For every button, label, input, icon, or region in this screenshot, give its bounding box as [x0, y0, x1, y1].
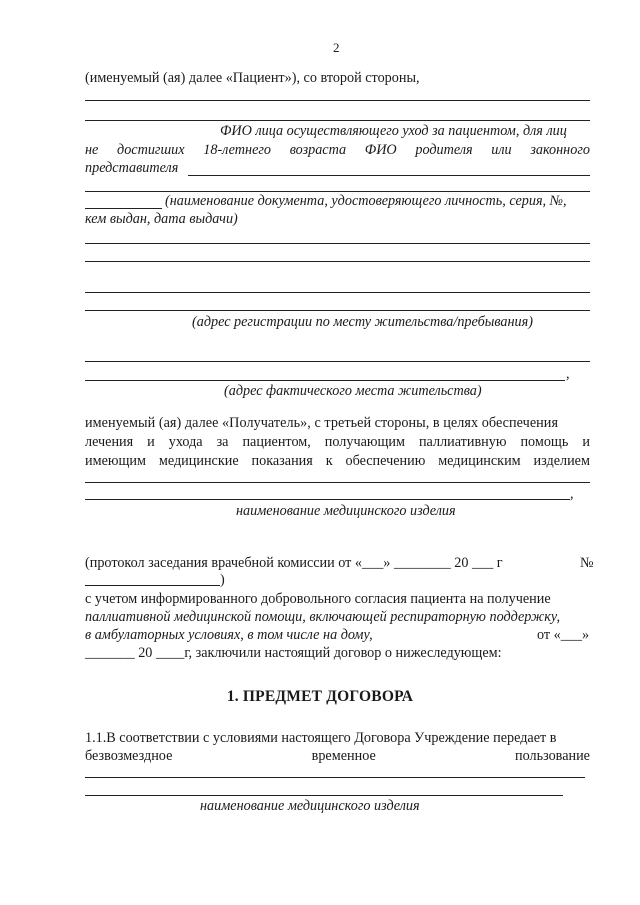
device-label: наименование медицинского изделия — [236, 503, 456, 519]
word: ФИО — [364, 142, 397, 158]
blank-line — [85, 795, 563, 796]
consent-line2: паллиативной медицинской помощи, включающей респираторную поддержку, — [85, 609, 561, 625]
blank-line — [85, 261, 590, 262]
word: лечения — [85, 434, 134, 450]
word: получающим — [324, 434, 405, 450]
section-title: 1. ПРЕДМЕТ ДОГОВОРА — [226, 688, 414, 705]
word: помощь — [520, 434, 569, 450]
word: показания — [251, 453, 313, 469]
word: временное — [311, 748, 376, 764]
consent-line3: в амбулаторных условиях, в том числе на дому, — [85, 627, 373, 643]
caregiver-label-line3: представителя — [85, 160, 179, 176]
word: к — [325, 453, 333, 469]
patient-intro-text: (именуемый (ая) далее «Пациент»), со второй стороны, — [85, 70, 420, 86]
word: не — [85, 142, 99, 158]
word: пациентом, — [242, 434, 311, 450]
actual-address-label: (адрес фактического места жительства) — [224, 383, 482, 399]
blank-line — [85, 120, 590, 121]
id-document-label-line2: кем выдан, дата выдачи) — [85, 211, 238, 227]
blank-line — [85, 292, 590, 293]
word: изделием — [533, 453, 590, 469]
word: и — [147, 434, 155, 450]
number-sign: № — [580, 555, 594, 571]
recipient-line2 — [85, 434, 590, 451]
word: медицинским — [438, 453, 521, 469]
word: пользование — [515, 748, 590, 764]
id-document-label-line1: (наименование документа, удостоверяющего личность, серия, №, — [165, 193, 567, 209]
blank-line — [85, 243, 590, 244]
comma: , — [570, 486, 574, 502]
comma: , — [566, 366, 570, 382]
word: возраста — [289, 142, 347, 158]
consent-line1: с учетом информированного добровольного согласия пациента на получение — [85, 591, 551, 607]
registration-address-label: (адрес регистрации по месту жительства/пребывания) — [192, 314, 533, 330]
clause-1-1-line2 — [85, 748, 590, 765]
blank-line — [85, 777, 585, 778]
clause-1-1-line1: 1.1.В соответствии с условиями настоящего Договора Учреждение передает в — [85, 730, 557, 746]
page-number: 2 — [333, 40, 340, 55]
word: безвозмездное — [85, 748, 173, 764]
consent-line3-date: от «___» — [537, 627, 590, 643]
word: паллиативную — [418, 434, 507, 450]
blank-line — [85, 482, 590, 483]
blank-line-short — [85, 208, 162, 209]
word: обеспечению — [345, 453, 426, 469]
device-label: наименование медицинского изделия — [200, 798, 420, 814]
word: законного — [530, 142, 590, 158]
caregiver-label-line1: ФИО лица осуществляющего уход за пациентом, для лиц — [220, 123, 567, 139]
word: или — [491, 142, 512, 158]
word: 18-летнего — [203, 142, 272, 158]
word: за — [216, 434, 229, 450]
consent-line4: _______ 20 ____г, заключили настоящий договор о нижеследующем: — [85, 645, 502, 661]
word: ухода — [168, 434, 203, 450]
blank-line — [85, 361, 590, 362]
recipient-line3 — [85, 453, 590, 470]
protocol-text: (протокол заседания врачебной комиссии от «___» ________ 20 ___ г — [85, 555, 503, 571]
blank-line — [85, 499, 570, 500]
recipient-line1: именуемый (ая) далее «Получатель», с третьей стороны, в целях обеспечения — [85, 415, 559, 431]
word: родителя — [415, 142, 473, 158]
word: имеющим — [85, 453, 146, 469]
blank-line — [188, 175, 590, 176]
blank-line — [85, 310, 590, 311]
word: медицинские — [158, 453, 239, 469]
protocol-close-paren: ) — [220, 572, 225, 588]
blank-line — [85, 191, 590, 192]
word: и — [582, 434, 590, 450]
blank-line-short — [85, 585, 220, 586]
blank-line — [85, 380, 565, 381]
word: достигших — [117, 142, 185, 158]
blank-line — [85, 100, 590, 101]
caregiver-label-line2 — [85, 142, 590, 159]
